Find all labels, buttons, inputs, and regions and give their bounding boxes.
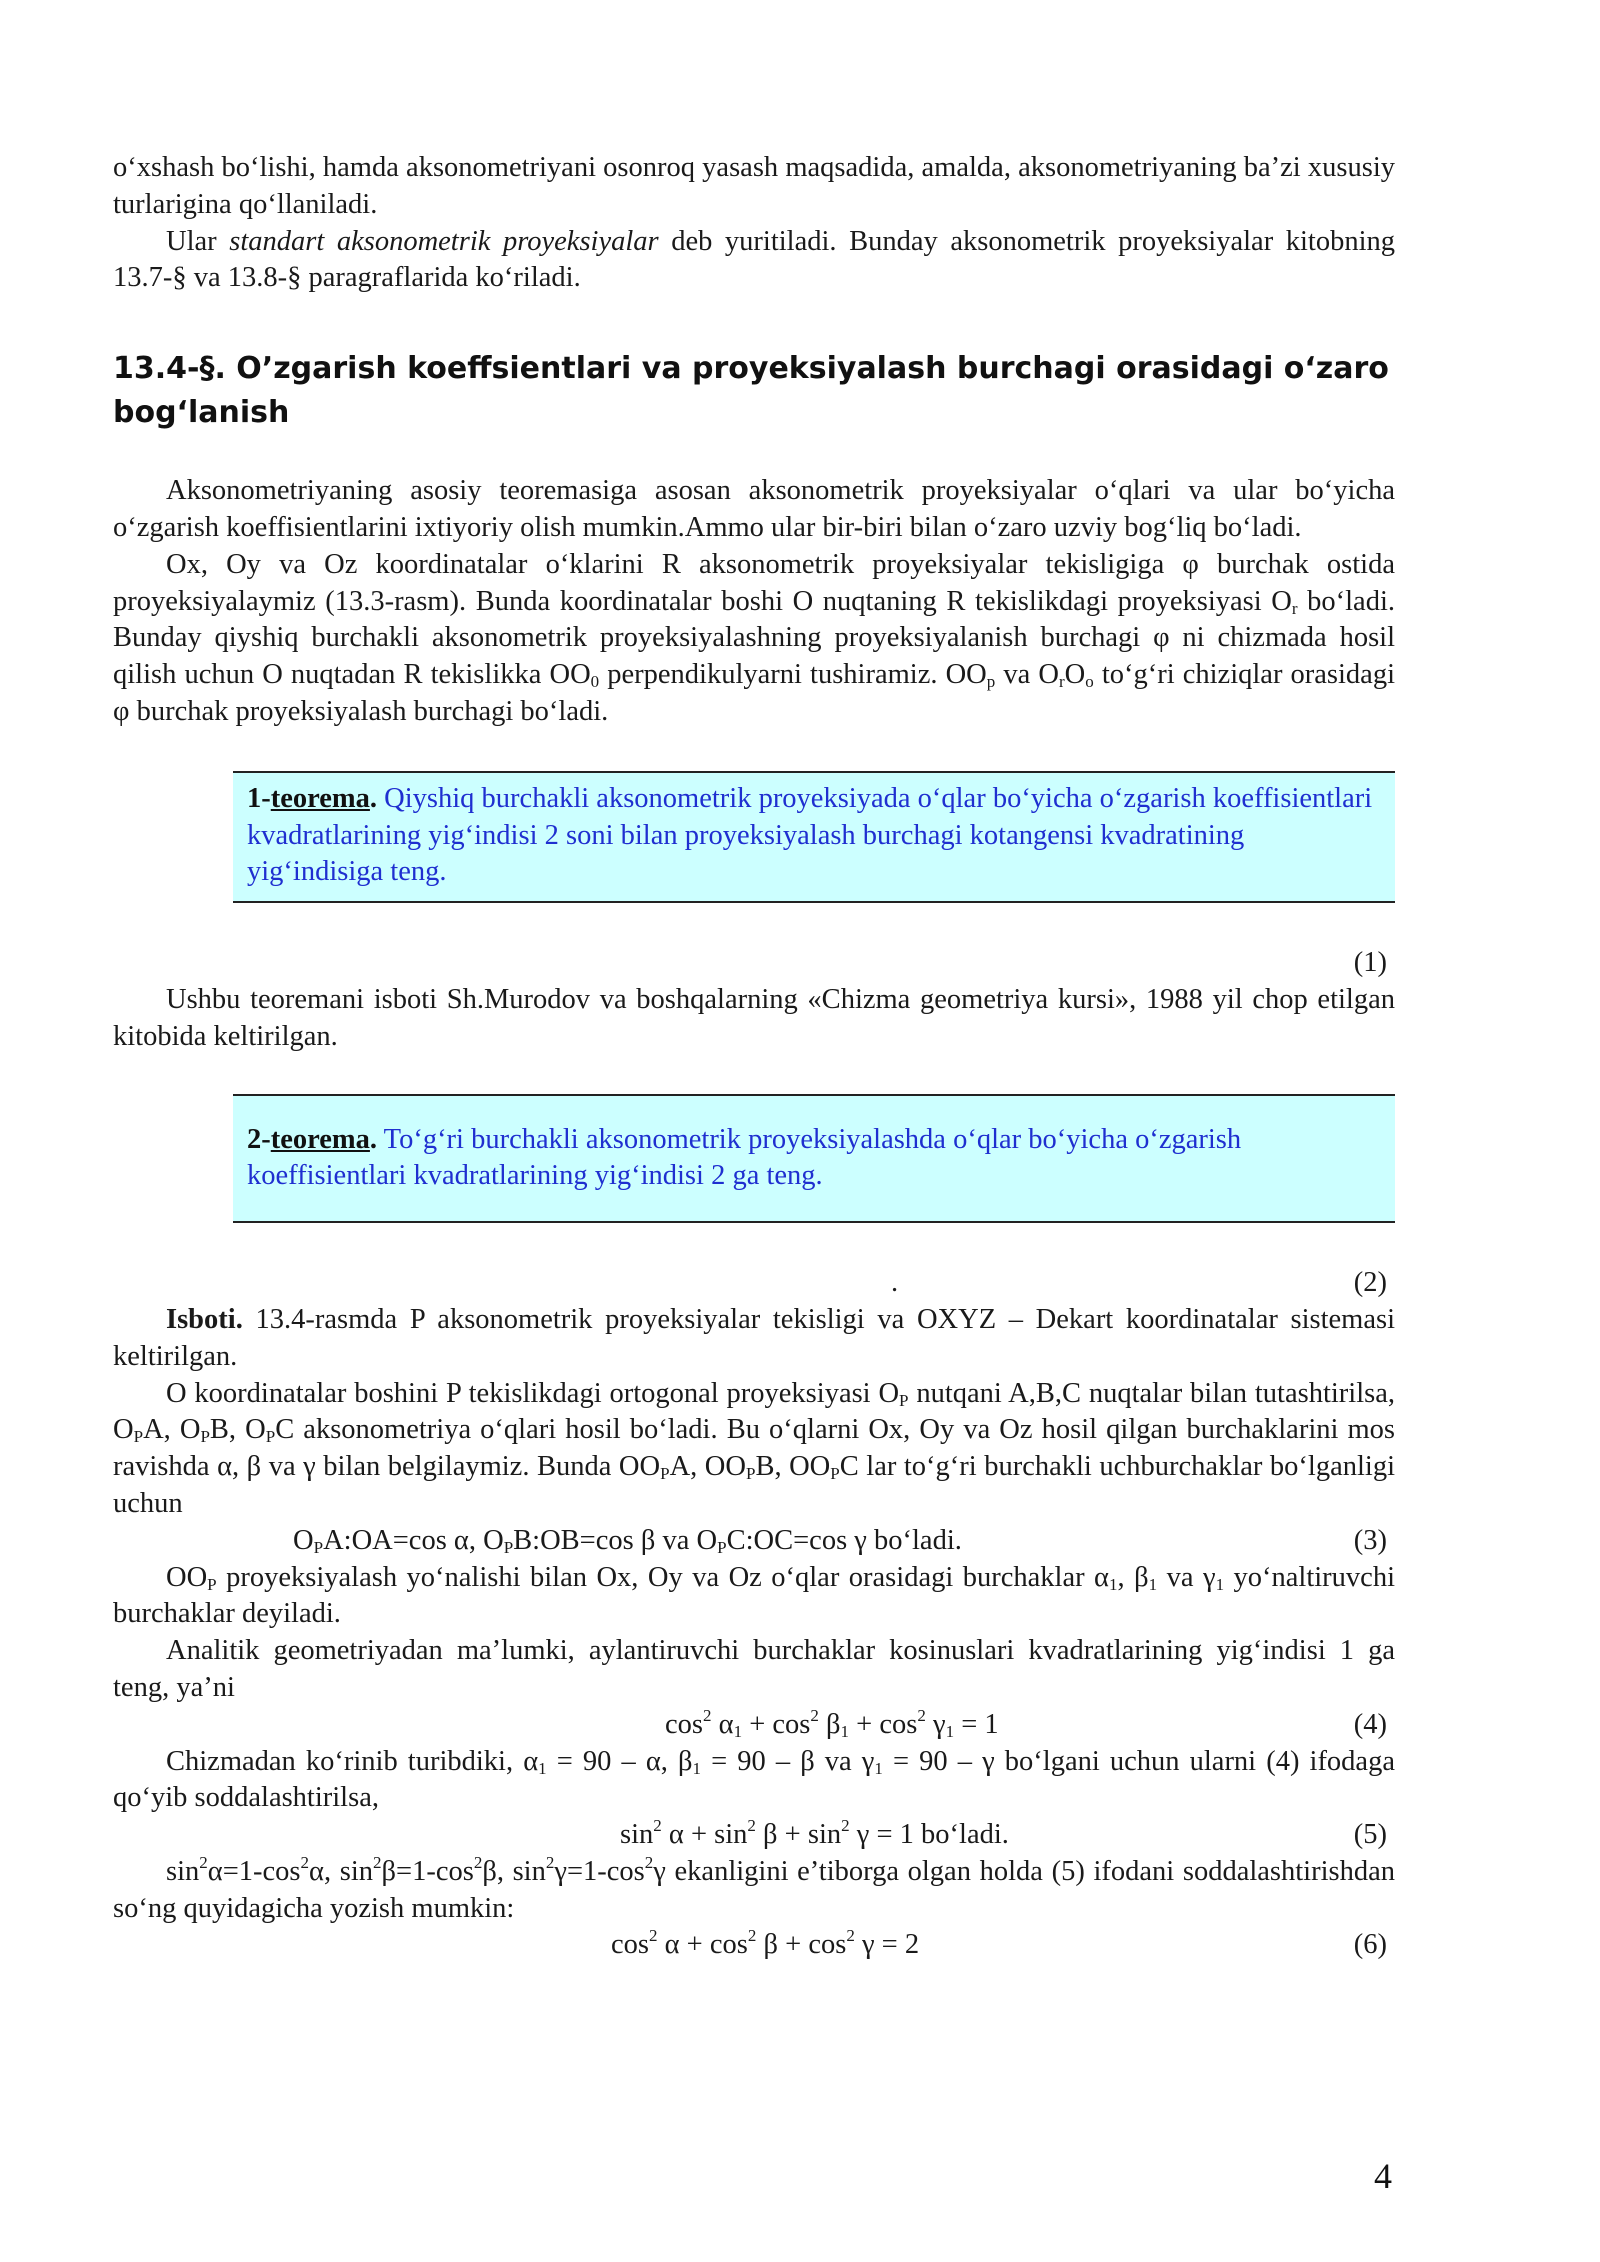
equation-number: (2) — [1353, 1267, 1387, 1299]
equation-6: $\cos^2 \alpha + \cos^2 \beta + \cos^2 \gamma = 2$ (6) — [113, 1927, 1395, 1964]
body-paragraph-2: Ox, Oy va Oz koordinatalar o‘klarini R aksonometrik proyeksiyalar tekisligiga φ burchak ostida proyeksiyalaymiz (13.3-rasm). Bunda koordinatalar boshi O nuqtaning R tekislikdagi proyeksiyasi $O_r$ bo‘ladi. Bunday qiyshiq burchakli aksonometrik proyeksiyalashning proyeksiyalanish burchagi φ ni chizmada hosil qilish uchun O nuqtadan R tekislikka $OO_0$ perpendikulyarni tushiramiz. $OO_p$ va $O_rO_o$ to‘g‘ri chiziqlar orasidagi φ burchak proyeksiyalash burchagi bo‘ladi. — [113, 548, 1396, 727]
proof-label: Isboti. — [166, 1303, 243, 1335]
term-standard-projections: standart aksonometrik proyeksiyalar — [229, 225, 659, 257]
chizma-paragraph: Chizmadan ko‘rinib turibdiki, $\alpha_1 = 90 - \alpha$, $\beta_1 = 90 - \beta$ va $\gamma_1 = 90 - \gamma$ bo‘lgani uchun ularni (4) ifodaga qo‘yib soddalashtirilsa, — [113, 1745, 1395, 1814]
analytic-paragraph: Analitik geometriyadan ma’lumki, aylantiruvchi burchaklar kosinuslari kvadratlarining yig‘indisi 1 ga teng, ya’ni — [113, 1635, 1395, 1703]
proof-reference-paragraph: Ushbu teoremani isboti Sh.Murodov va boshqalarning «Chizma geometriya kursi», 1988 yil chop etilgan kitobida keltirilgan. — [113, 983, 1395, 1052]
section-heading: 13.4-§. O’zgarish koeffsientlari va proyeksiyalash burchagi orasidagi o‘zaro bog‘lanish — [113, 351, 1389, 431]
theorem-1-text: 1-teorema. Qiyshiq burchakli aksonometrik proyeksiyada o‘qlar bo‘yicha o‘zgarish koeffisientlari kvadratlarining yig‘indisi 2 soni bilan proyeksiyalash burchagi kotangensi kvadratining yig‘indisiga teng. — [233, 773, 1395, 901]
theorem-2-text: 2-teorema. To‘g‘ri burchakli aksonometrik proyeksiyalashda o‘qlar bo‘yicha o‘zgarish koeffisientlari kvadratlarining yig‘indisi 2 ga teng. — [233, 1096, 1395, 1222]
equation-1 — [113, 945, 1395, 982]
equation-2: . (2) — [113, 1265, 1395, 1302]
body-paragraph-1: Aksonometriyaning asosiy teoremasiga asosan aksonometrik proyeksiyalar o‘qlari va ular bo‘yicha o‘zgarish koeffisientlarini ixtiyoriy olish mumkin.Ammo ular bir-biri bilan o‘zaro uzviy bog‘liq bo‘ladi. — [113, 475, 1395, 543]
intro-paragraph-2: Ular standart aksonometrik proyeksiyalar deb yuritiladi. Bunday aksonometrik proyeksiyalar kitobning 13.7-§ va 13.8-§ paragraflarida ko‘riladi. — [113, 225, 1396, 294]
equation-number: (4) — [1353, 1708, 1387, 1740]
equation-number: (6) — [1353, 1929, 1387, 1961]
equation-number: (1) — [1353, 947, 1387, 979]
equation-5: $\sin^2 \alpha + \sin^2 \beta + \sin^2 \gamma = 1$ bo‘ladi. (5) — [113, 1817, 1395, 1854]
equation-3: $O_PA:OA=\cos$ α, $O_PB:OB=\cos$ β va $O_PC:OC=\cos$ γ bo‘ladi. (3) — [113, 1523, 1395, 1560]
theorem-1-box — [233, 771, 1395, 903]
page-content — [113, 150, 1395, 1964]
direction-paragraph: $OO_P$ proyeksiyalash yo‘nalishi bilan Ox, Oy va Oz o‘qlar orasidagi burchaklar $\alpha_1$, $\beta_1$ va $\gamma_1$ yo‘naltiruvchi burchaklar deyiladi. — [113, 1561, 1395, 1630]
theorem-2-box — [233, 1094, 1395, 1224]
page-number: 4 — [1374, 2156, 1392, 2196]
equation-number: (3) — [1353, 1524, 1387, 1556]
equation-number: (5) — [1353, 1819, 1387, 1851]
proof-paragraph-1: Isboti. 13.4-rasmda P aksonometrik proyeksiyalar tekisligi va OXYZ – Dekart koordinatalar sistemasi keltirilgan. — [113, 1303, 1395, 1372]
proof-paragraph-2: O koordinatalar boshini P tekislikdagi ortogonal proyeksiyasi $O_P$ nutqani A,B,C nuqtalar bilan tutashtirilsa, $O_PA$, $O_PB$, $O_PC$ aksonometriya o‘qlari hosil bo‘ladi. Bu o‘qlarni Ox, Oy va Oz hosil qilgan burchaklarini mos ravishda α, β va γ bilan belgilaymiz. Bunda $OO_PA$, $OO_PB$, $OO_PC$ lar to‘g‘ri burchakli uchburchaklar bo‘lganligi uchun — [113, 1377, 1396, 1519]
intro-paragraph-1: o‘xshash bo‘lishi, hamda aksonometriyani osonroq yasash maqsadida, amalda, aksonometriyaning ba’zi xususiy turlarigina qo‘llaniladi. — [113, 152, 1395, 220]
equation-4: $\cos^2 \alpha_1 + \cos^2 \beta_1 + \cos^2 \gamma_1 = 1$ (4) — [113, 1707, 1395, 1744]
sin-identity-paragraph: $\sin^2\alpha=1-\cos^2\alpha$, $\sin^2\beta=1-\cos^2\beta$, $\sin^2\gamma=1-\cos^2\gamma$ ekanligini e’tiborga olgan holda (5) ifodani soddalashtirishdan so‘ng quyidagicha yozish mumkin: — [113, 1852, 1395, 1924]
